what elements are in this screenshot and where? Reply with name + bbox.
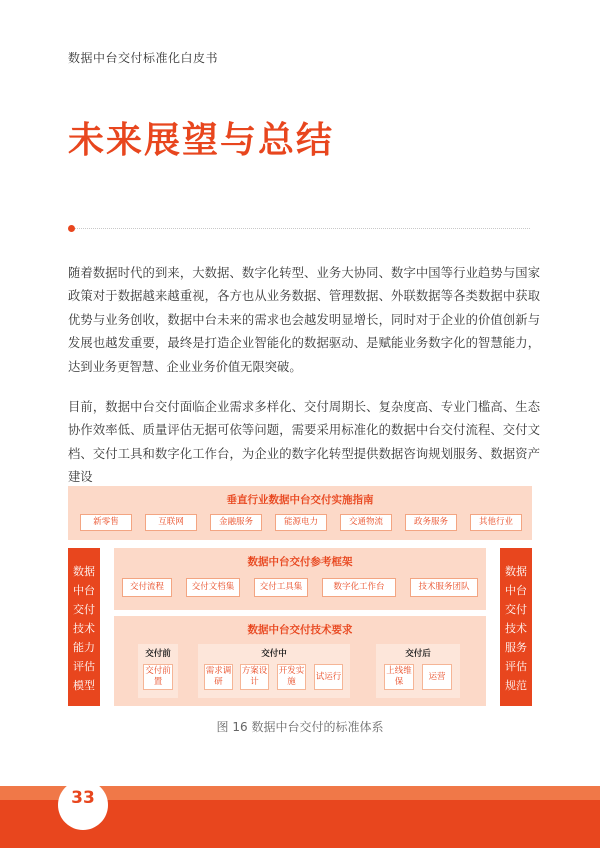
reference-framework-title: 数据中台交付参考框架 <box>247 556 353 568</box>
body-paragraph: 随着数据时代的到来，大数据、数字化转型、业务大协同、数字中国等行业趋势与国家政策对于数据越来越重视，各方也从业务数据、管理数据、外联数据等各类数据中获取优势与业务创收，数据中台未来的需求也会越发明显增长，同时对于企业的价值创新与发展也越发重要，最终是打造企业智能化的数据驱动、是赋能业务数字化的智慧能力，达到业务更智慧、企业业务价值无限突破。 <box>68 266 540 374</box>
industry-item: 交通物流 <box>340 514 392 531</box>
pre-delivery-group <box>138 644 178 698</box>
vertical-industry-title: 垂直行业数据中台交付实施指南 <box>226 494 374 506</box>
left-evaluation-model: 数据中台交付技术能力评估模型 <box>68 548 100 706</box>
reference-framework-block <box>114 548 486 610</box>
post-delivery-item: 上线维保 <box>384 664 414 690</box>
framework-item: 交付文档集 <box>186 578 240 597</box>
framework-item: 交付流程 <box>122 578 172 597</box>
industry-item: 金融服务 <box>210 514 262 531</box>
technical-requirements-block <box>114 616 486 706</box>
pre-delivery-title: 交付前 <box>145 649 171 659</box>
in-delivery-title: 交付中 <box>261 649 287 659</box>
vertical-industry-block <box>68 486 532 540</box>
document-header-title: 数据中台交付标准化白皮书 <box>68 51 219 65</box>
post-delivery-item: 运营 <box>422 664 452 690</box>
in-delivery-group <box>198 644 350 698</box>
post-delivery-title: 交付后 <box>405 649 431 659</box>
standard-system-figure <box>68 486 532 708</box>
pre-delivery-item: 交付前置 <box>143 664 173 690</box>
in-delivery-item: 开发实施 <box>277 664 306 690</box>
page-number: 33 <box>71 788 95 808</box>
section-divider <box>72 228 530 229</box>
industry-item: 其他行业 <box>470 514 522 531</box>
framework-item: 技术服务团队 <box>410 578 478 597</box>
industry-item: 能源电力 <box>275 514 327 531</box>
page-title: 未来展望与总结 <box>68 120 335 161</box>
post-delivery-group <box>376 644 460 698</box>
in-delivery-item: 需求调研 <box>204 664 233 690</box>
in-delivery-item: 方案设计 <box>240 664 269 690</box>
in-delivery-item: 试运行 <box>314 664 343 690</box>
industry-item: 互联网 <box>145 514 197 531</box>
framework-item: 交付工具集 <box>254 578 308 597</box>
framework-item: 数字化工作台 <box>322 578 396 597</box>
technical-requirements-title: 数据中台交付技术要求 <box>247 624 353 636</box>
industry-item: 政务服务 <box>405 514 457 531</box>
right-evaluation-spec: 数据中台交付技术服务评估规范 <box>500 548 532 706</box>
body-paragraph: 目前，数据中台交付面临企业需求多样化、交付周期长、复杂度高、专业门槛高、生态协作效率低、质量评估无据可依等问题，需要采用标准化的数据中台交付流程、交付文档、交付工具和数字化工作台，为企业的数字化转型提供数据咨询规划服务、数据资产建设 <box>68 400 540 485</box>
figure-caption: 图 16 数据中台交付的标准体系 <box>216 720 384 734</box>
industry-item: 新零售 <box>80 514 132 531</box>
divider-dot <box>68 225 75 232</box>
